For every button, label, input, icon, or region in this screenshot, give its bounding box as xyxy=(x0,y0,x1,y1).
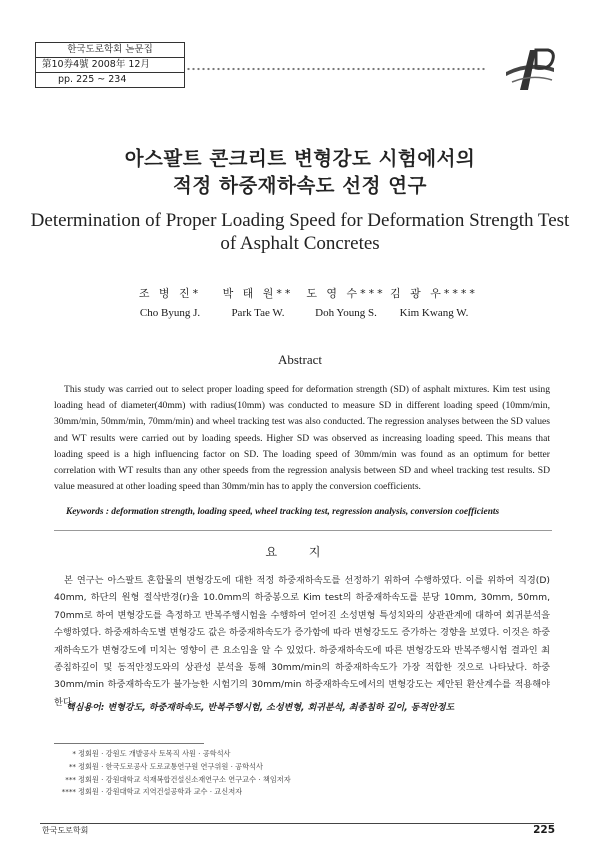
footnote xyxy=(60,748,500,761)
footnote-text: 정회원 · 강원도 개발공사 토목직 사원 · 공학석사 xyxy=(78,749,231,758)
footnote-text: 정회원 · 강원대학교 지역건설공학과 교수 · 교신저자 xyxy=(78,787,243,797)
keywords-korean: 핵심용어: 변형강도, 하중재하속도, 반복주행시험, 소성변형, 회귀분석, 최종침하 깊이, 동적안정도 xyxy=(66,703,455,713)
journal-pages: pp. 225 ~ 234 xyxy=(58,74,127,85)
journal-volume: 第10券4號 2008年 12月 xyxy=(36,58,184,73)
footnote-text: 정회원 · 한국도로공사 도로교통연구원 연구위원 · 공학석사 xyxy=(78,761,263,771)
summary-heading: 요 지 xyxy=(265,545,335,559)
abstract-text: This study was carried out to select proper loading speed for deformation strength (SD) of asphalt mixtures. Kim test using loading head of diameter(40mm) with radius(10mm) was conducted to measure SD in different loading speed (10mm/min, 30mm/min, 50mm/min, 70mm/min) and wheel tracking test was also conducted. The regression analyses between the SD values and WT results were carried out by loading speeds. Higher SD was observed as increasing loading speed. This means that loading speed is a high influencing factor on SD. The loading speed of 30mm/min was found as an optimum for better correlation with WT results than any other speeds from the regression analysis between SD and wheel tracking test results. SD value measured at other loading speed than 30mm/min has to apply the conversion coefficients. xyxy=(54,384,550,493)
journal-name: 한국도로학회 논문집 xyxy=(36,43,184,58)
author-name-korean: 도 영 수*** xyxy=(306,287,386,300)
footnote-mark: *** xyxy=(65,774,76,784)
author-name-english: Cho Byung J. xyxy=(139,307,201,319)
journal-info-box xyxy=(35,42,185,88)
divider xyxy=(54,530,552,531)
abstract-heading: Abstract xyxy=(277,352,323,367)
summary-text: 본 연구는 아스팔트 혼합물의 변형강도에 대한 적정 하중재하속도를 선정하기 위하여 수행하였다. 이를 위하여 직경(D) 40mm, 하단의 원형 절삭반경(r)을 10.0mm의 하중봉으로 Kim test의 하중재하속도를 분당 10mm, 30mm, 50mm, 70mm로 하여 변형강도를 측정하고 반복주행시험을 수행하여 얻어진 소성변형 특성치와의 상관관계에 대하여 회귀분석을 수행하였다. 하중재하속도별 변형강도 값은 하중재하속도가 증가함에 따라 변형강도도 증가하는 경향을 보였다. 이것은 하중재하속도가 변형강도에 미치는 영향이 큰 요소임을 알 수 있었다. 하중재하속도에 따른 변형강도와 반복주행시험 결과인 최종침하깊이 및 동적안정도와의 상관성 분석을 통해 30mm/min의 하중재하속도가 가장 적합한 것으로 나타났다. 하중 30mm/min 하중재하속도가 불가능한 시험기의 30mm/min 하중재하속도에서의 변형강도는 제안된 환산계수를 적용해야 한다. xyxy=(54,575,550,708)
author-name-english: Park Tae W. xyxy=(231,307,285,319)
footnote xyxy=(60,786,500,799)
title-korean-line-1: 아스팔트 콘크리트 변형강도 시험에서의 xyxy=(124,147,476,170)
title-english-line-1: Determination of Proper Loading Speed for Deformation Strength Test xyxy=(30,210,570,231)
footer-rule xyxy=(40,823,554,824)
title-english-line-2: of Asphalt Concretes xyxy=(220,233,380,254)
author-name-korean: 조 병 진* xyxy=(138,287,202,300)
footnote xyxy=(60,761,500,774)
author-name-korean: 박 태 원** xyxy=(222,287,294,300)
journal-logo xyxy=(502,42,558,94)
author-name-korean: 김 광 우**** xyxy=(390,287,478,300)
footnote-mark: * xyxy=(72,749,76,758)
footnote-text: 정회원 · 강원대학교 석재복합건설신소재연구소 연구교수 · 책임저자 xyxy=(78,774,291,784)
footnote-rule xyxy=(54,743,204,744)
author-name-english: Kim Kwang W. xyxy=(399,307,469,319)
dotted-rule xyxy=(186,67,486,71)
keywords-english: Keywords : deformation strength, loading speed, wheel tracking test, regression analysis, conversion coefficients xyxy=(66,507,500,517)
footnote-mark: ** xyxy=(68,761,76,771)
footnote xyxy=(60,774,500,787)
footnote-mark: **** xyxy=(61,787,76,797)
title-korean-line-2: 적정 하중재하속도 선정 연구 xyxy=(173,174,427,197)
footer-society-name: 한국도로학회 xyxy=(42,826,89,835)
page-number: 225 xyxy=(533,824,555,836)
author xyxy=(379,285,489,319)
author-name-english: Doh Young S. xyxy=(315,307,377,319)
footnotes xyxy=(60,748,500,799)
